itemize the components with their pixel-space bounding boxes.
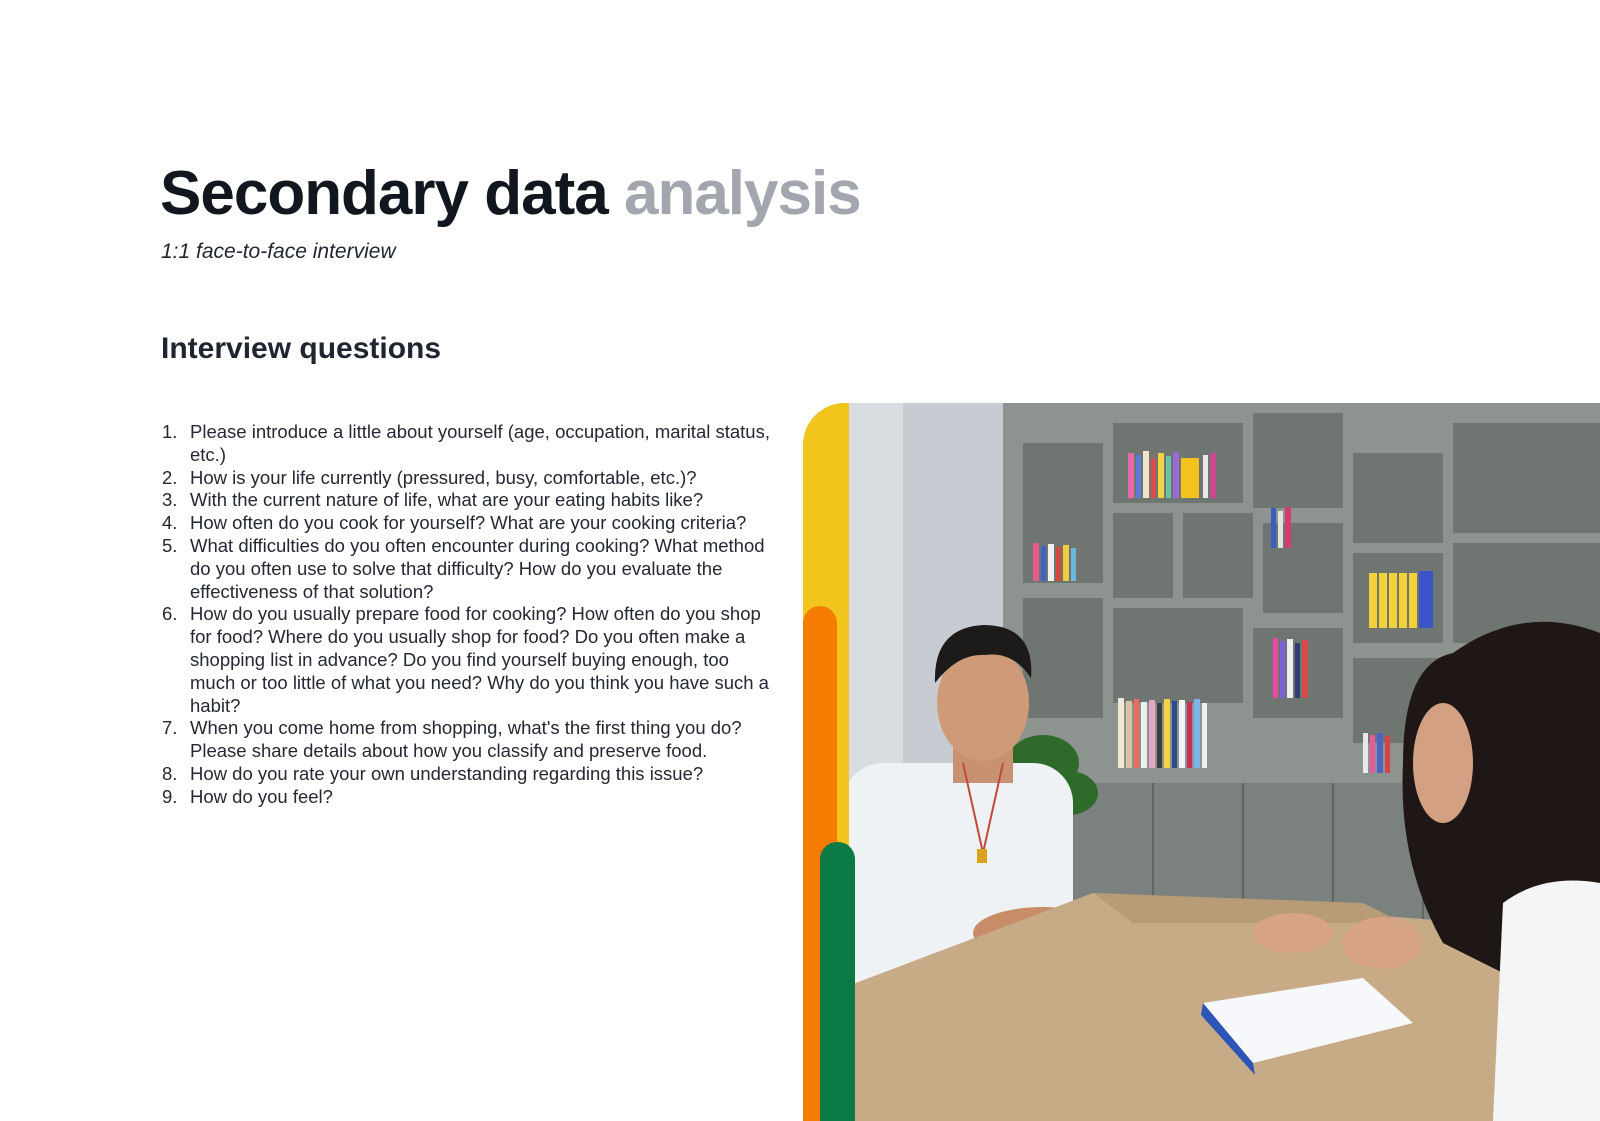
question-number: 5.	[162, 534, 178, 556]
page-subtitle: 1:1 face-to-face interview	[161, 240, 396, 263]
question-item	[162, 489, 770, 512]
question-text: How often do you cook for yourself? What are your cooking criteria?	[190, 512, 747, 534]
question-item	[162, 717, 770, 763]
questions-list	[162, 421, 770, 809]
question-number: 6.	[162, 603, 178, 625]
question-text: With the current nature of life, what are your eating habits like?	[190, 489, 704, 511]
question-text: How do you rate your own understanding regarding this issue?	[190, 762, 704, 784]
question-item	[162, 512, 770, 535]
question-number: 8.	[162, 762, 178, 784]
question-item	[162, 421, 770, 467]
question-number: 2.	[162, 466, 178, 488]
interview-photo-illustration	[803, 403, 1600, 1121]
question-number: 7.	[162, 717, 178, 739]
interview-photo	[803, 403, 1600, 1121]
question-text: Please introduce a little about yourself (age, occupation, marital status, etc.)	[190, 421, 770, 465]
question-text: How is your life currently (pressured, busy, comfortable, etc.)?	[190, 466, 697, 488]
question-number: 9.	[162, 785, 178, 807]
question-item	[162, 467, 770, 490]
question-text: What difficulties do you often encounter during cooking? What method do you often use to solve that difficulty? How do you evaluate the effectiveness of that solution?	[190, 534, 765, 602]
question-number: 3.	[162, 489, 178, 511]
question-number: 4.	[162, 512, 178, 534]
question-item	[162, 603, 770, 717]
question-item	[162, 786, 770, 809]
question-number: 1.	[162, 421, 178, 442]
question-text: How do you usually prepare food for cooking? How often do you shop for food? Where do you usually shop for food? Do you often make a shopping list in advance? Do you find yourself buying enough, too much or too little of what you need? Why do you think you have such a habit?	[190, 603, 769, 716]
question-item	[162, 763, 770, 786]
page-title-primary: Secondary data	[160, 159, 608, 228]
accent-stripe-green	[820, 842, 855, 1121]
question-text: When you come home from shopping, what's the first thing you do? Please share details about how you classify and preserve food.	[190, 717, 742, 762]
section-heading: Interview questions	[161, 332, 442, 365]
question-item	[162, 535, 770, 603]
page-title	[160, 158, 861, 229]
question-text: How do you feel?	[190, 785, 333, 807]
page-title-accent: analysis	[623, 159, 861, 228]
